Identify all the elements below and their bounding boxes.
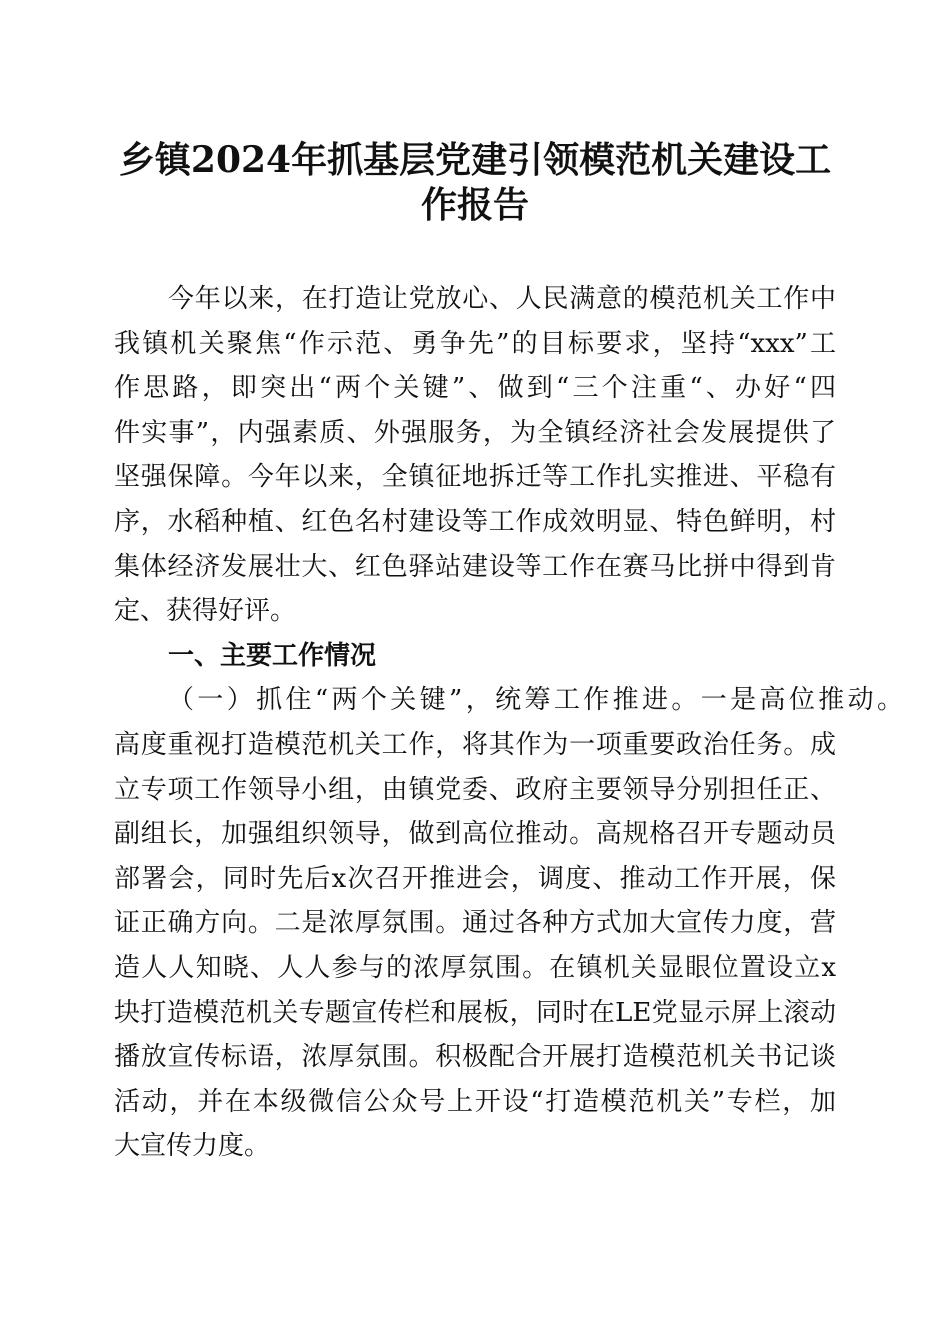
text-line: 立专项工作领导小组，由镇党委、政府主要领导分别担任正、	[114, 774, 836, 805]
text-line: 大宣传力度。	[114, 1131, 271, 1162]
title-line-2: 作报告	[420, 184, 529, 226]
text-line: 播放宣传标语，浓厚氛围。积极配合开展打造模范机关书记谈	[114, 1042, 836, 1073]
section-heading: 一、主要工作情况	[168, 640, 377, 671]
text-line: 块打造模范机关专题宣传栏和展板，同时在LE党显示屏上滚动	[114, 997, 836, 1028]
document-body	[114, 277, 903, 1169]
text-line: 造人人知晓、人人参与的浓厚氛围。在镇机关显眼位置设立x	[114, 952, 836, 983]
text-line: 序，水稻种植、红色名村建设等工作成效明显、特色鲜明，村	[114, 506, 836, 537]
text-line: 今年以来，在打造让党放心、人民满意的模范机关工作中	[168, 284, 836, 314]
text-line: 活动，并在本级微信公众号上开设“打造模范机关”专栏，加	[114, 1086, 836, 1117]
text-line: 证正确方向。二是浓厚氛围。通过各种方式加大宣传力度，营	[114, 908, 836, 939]
text-line: 坚强保障。今年以来，全镇征地拆迁等工作扎实推进、平稳有	[114, 462, 836, 493]
document-title	[0, 138, 950, 228]
text-line: 件实事”，内强素质、外强服务，为全镇经济社会发展提供了	[114, 417, 836, 448]
paragraph-intro	[114, 277, 836, 634]
text-line: 集体经济发展壮大、红色驿站建设等工作在赛马比拼中得到肯	[114, 551, 836, 582]
text-line: （一）抓住“两个关键”，统筹工作推进。一是高位推动。	[168, 685, 903, 716]
text-line: 定、获得好评。	[114, 596, 297, 627]
title-line-1: 乡镇2024年抓基层党建引领模范机关建设工	[118, 139, 832, 181]
text-line: 部署会，同时先后x次召开推进会，调度、推动工作开展，保	[114, 863, 836, 894]
text-line: 作思路，即突出“两个关键”、做到“三个注重“、办好“四	[114, 373, 836, 404]
text-line: 副组长，加强组织领导，做到高位推动。高规格召开专题动员	[114, 819, 836, 850]
paragraph-section-1	[114, 678, 903, 1169]
text-line: 我镇机关聚焦“作示范、勇争先”的目标要求，坚持“xxx”工	[114, 328, 836, 359]
text-line: 高度重视打造模范机关工作，将其作为一项重要政治任务。成	[114, 729, 836, 760]
